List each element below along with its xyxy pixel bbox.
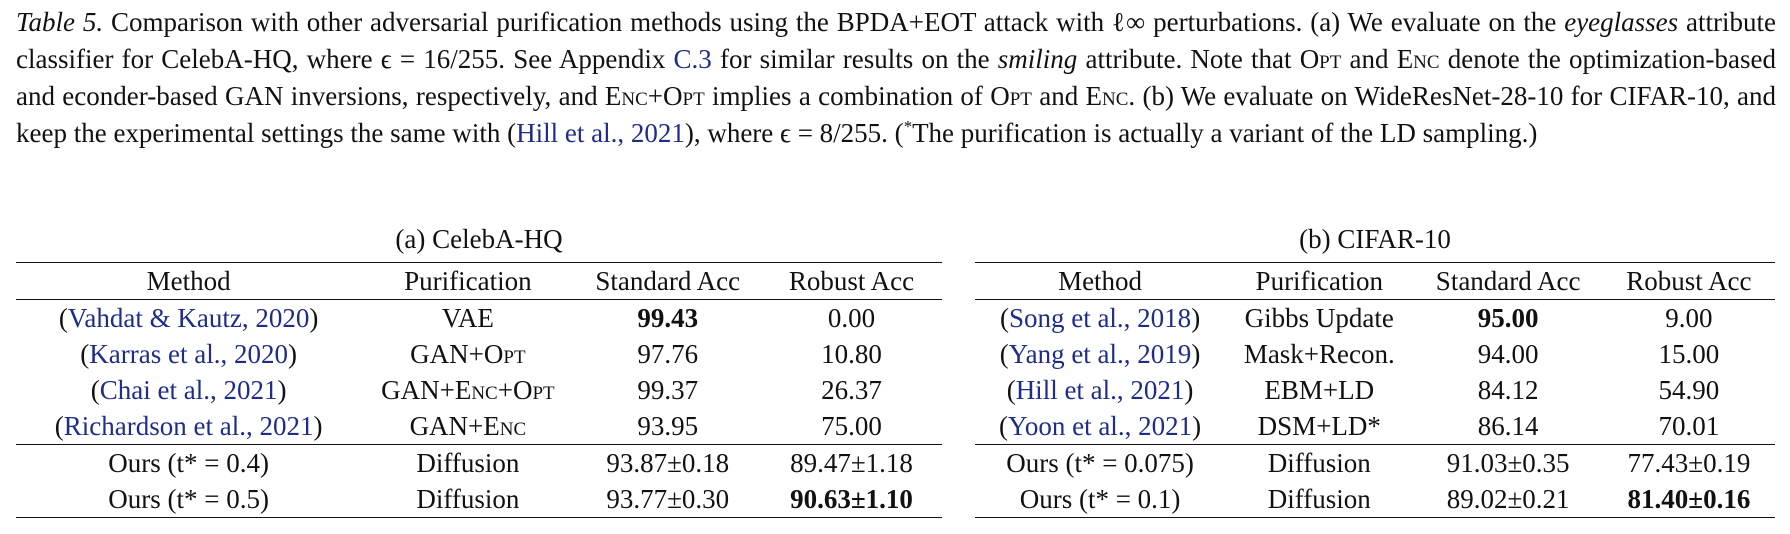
purification-text: GAN+ xyxy=(381,375,455,405)
robust-acc-cell: 54.90 xyxy=(1658,375,1720,405)
method-cell: (Karras et al., 2020) xyxy=(80,339,297,369)
purification-text: Enc xyxy=(483,411,527,441)
header-row xyxy=(16,263,942,300)
purification-cell: EBM+LD xyxy=(1264,375,1375,405)
caption-text: and xyxy=(1341,44,1397,74)
robust-acc-cell: 75.00 xyxy=(821,411,882,441)
robust-acc-cell: 77.43±0.19 xyxy=(1603,445,1775,482)
caption-text: Comparison with other adversarial purification methods using the BPDA+EOT attack with xyxy=(103,7,1112,37)
panel-title: (b) CIFAR-10 xyxy=(1299,224,1451,254)
table-row xyxy=(16,300,942,337)
table-row xyxy=(16,336,942,372)
robust-acc-cell: 81.40±0.16 xyxy=(1627,484,1751,514)
attribute-smiling: smiling xyxy=(997,44,1078,74)
standard-acc-cell: 93.87±0.18 xyxy=(574,445,761,482)
caption-text: attribute classifier for CelebA-HQ, where ϵ = 16/255. See Appendix xyxy=(16,7,1777,74)
method-cell: (Song et al., 2018) xyxy=(999,303,1201,333)
citation-link[interactable]: Yoon et al., 2021 xyxy=(1008,411,1193,441)
purification-cell: Mask+Recon. xyxy=(1243,339,1395,369)
opt-term: Opt xyxy=(990,81,1032,111)
purification-cell: VAE xyxy=(441,303,494,333)
robust-acc-cell: 10.80 xyxy=(821,339,882,369)
standard-acc-cell: 94.00 xyxy=(1477,339,1539,369)
robust-acc-cell: 0.00 xyxy=(827,303,876,333)
purification-cell: Gibbs Update xyxy=(1244,303,1394,333)
caption-text: . (b) We evaluate on WideResNet-28-10 for CIFAR-10, and keep the experimental settings the same with ( xyxy=(16,81,1777,148)
citation-link[interactable]: Chai et al., 2021 xyxy=(99,375,278,405)
table-row xyxy=(16,445,942,482)
citation-link[interactable]: Hill et al., 2021 xyxy=(1015,375,1185,405)
caption-text: implies a combination of xyxy=(704,81,991,111)
citation-link[interactable]: Song et al., 2018 xyxy=(1008,303,1192,333)
column-header: Standard Acc xyxy=(1413,263,1602,300)
robust-acc-cell: 90.63±1.10 xyxy=(790,484,913,514)
table-row xyxy=(16,408,942,445)
caption-text: perturbations. (a) We evaluate on the xyxy=(1145,7,1565,37)
method-cell: (Vahdat & Kautz, 2020) xyxy=(58,303,319,333)
method-cell: Ours (t* = 0.4) xyxy=(16,445,361,482)
method-cell: Ours (t* = 0.075) xyxy=(975,445,1225,482)
method-cell: (Hill et al., 2021) xyxy=(1006,375,1194,405)
standard-acc-cell: 93.77±0.30 xyxy=(606,484,730,514)
purification-text: GAN+ xyxy=(410,339,484,369)
table-row xyxy=(975,481,1775,518)
column-header: Method xyxy=(16,263,361,300)
table-caption xyxy=(16,4,1776,152)
method-cell: (Richardson et al., 2021) xyxy=(54,411,323,441)
standard-acc-cell: 89.02±0.21 xyxy=(1446,484,1570,514)
celeba-table-panel xyxy=(16,222,942,518)
column-header: Purification xyxy=(361,263,574,300)
purification-text: Opt xyxy=(483,339,526,369)
purification-cell: Diffusion xyxy=(1267,484,1371,514)
header-row xyxy=(975,263,1775,300)
enc-term: Enc xyxy=(1085,81,1129,111)
caption-text: ), where ϵ = 8/255. ( xyxy=(684,118,904,148)
standard-acc-cell: 93.95 xyxy=(637,411,699,441)
citation-link[interactable]: Karras et al., 2020 xyxy=(89,339,288,369)
panel-title: (a) CelebA-HQ xyxy=(395,224,563,254)
robust-acc-cell: 15.00 xyxy=(1658,339,1720,369)
citation-link[interactable]: Richardson et al., 2021 xyxy=(63,411,314,441)
robust-acc-cell: 9.00 xyxy=(1665,303,1713,333)
caption-text: and xyxy=(1031,81,1086,111)
standard-acc-cell: 84.12 xyxy=(1477,375,1539,405)
standard-acc-cell: 99.37 xyxy=(637,375,699,405)
citation-link[interactable]: Hill et al., 2021 xyxy=(516,118,685,148)
column-header: Standard Acc xyxy=(574,263,761,300)
purification-cell: Diffusion xyxy=(361,445,574,482)
appendix-link[interactable]: C.3 xyxy=(673,44,712,74)
cifar-table-panel xyxy=(975,222,1775,518)
standard-acc-cell: 91.03±0.35 xyxy=(1413,445,1602,482)
results-table xyxy=(975,262,1775,518)
purification-text: Enc+Opt xyxy=(454,375,555,405)
robust-acc-cell: 26.37 xyxy=(821,375,882,405)
column-header: Purification xyxy=(1225,263,1413,300)
column-header: Method xyxy=(975,263,1225,300)
method-cell: (Chai et al., 2021) xyxy=(90,375,287,405)
robust-acc-cell: 70.01 xyxy=(1658,411,1720,441)
purification-cell: Diffusion xyxy=(1225,445,1413,482)
purification-text: GAN+ xyxy=(409,411,484,441)
purification-cell xyxy=(361,408,574,445)
column-header: Robust Acc xyxy=(1603,263,1775,300)
caption-label: Table 5. xyxy=(16,7,104,37)
caption-text: attribute. Note that xyxy=(1077,44,1300,74)
standard-acc-cell: 99.43 xyxy=(637,303,699,333)
method-cell: (Yang et al., 2019) xyxy=(999,339,1201,369)
caption-text: for similar results on the xyxy=(711,44,998,74)
results-table xyxy=(16,262,942,518)
standard-acc-cell: 95.00 xyxy=(1477,303,1539,333)
table-row xyxy=(975,300,1775,337)
method-cell: Ours (t* = 0.1) xyxy=(1019,484,1181,514)
footnote-star: * xyxy=(903,117,913,136)
table-row xyxy=(975,336,1775,372)
linf-symbol: ℓ∞ xyxy=(1111,7,1146,37)
method-cell: (Yoon et al., 2021) xyxy=(999,411,1202,441)
standard-acc-cell: 86.14 xyxy=(1477,411,1539,441)
table-row xyxy=(16,481,942,518)
attribute-eyeglasses: eyeglasses xyxy=(1564,7,1679,37)
citation-link[interactable]: Vahdat & Kautz, 2020 xyxy=(67,303,310,333)
table-row xyxy=(975,445,1775,482)
purification-cell xyxy=(361,372,574,408)
method-cell: Ours (t* = 0.5) xyxy=(108,484,269,514)
purification-cell: DSM+LD* xyxy=(1257,411,1381,441)
enc-opt-term: Enc+Opt xyxy=(604,81,705,111)
robust-acc-cell: 89.47±1.18 xyxy=(761,445,942,482)
enc-term: Enc xyxy=(1396,44,1440,74)
purification-cell: Diffusion xyxy=(416,484,520,514)
opt-term: Opt xyxy=(1299,44,1342,74)
column-header: Robust Acc xyxy=(761,263,942,300)
caption-text: denote the optimization-based and econder-based GAN inversions, respectively, and xyxy=(16,44,1776,111)
table-row xyxy=(975,408,1775,445)
citation-link[interactable]: Yang et al., 2019 xyxy=(1008,339,1192,369)
standard-acc-cell: 97.76 xyxy=(637,339,699,369)
table-row xyxy=(975,372,1775,408)
table-row xyxy=(16,372,942,408)
caption-text: The purification is actually a variant of the LD sampling.) xyxy=(912,118,1538,148)
purification-cell xyxy=(361,336,574,372)
